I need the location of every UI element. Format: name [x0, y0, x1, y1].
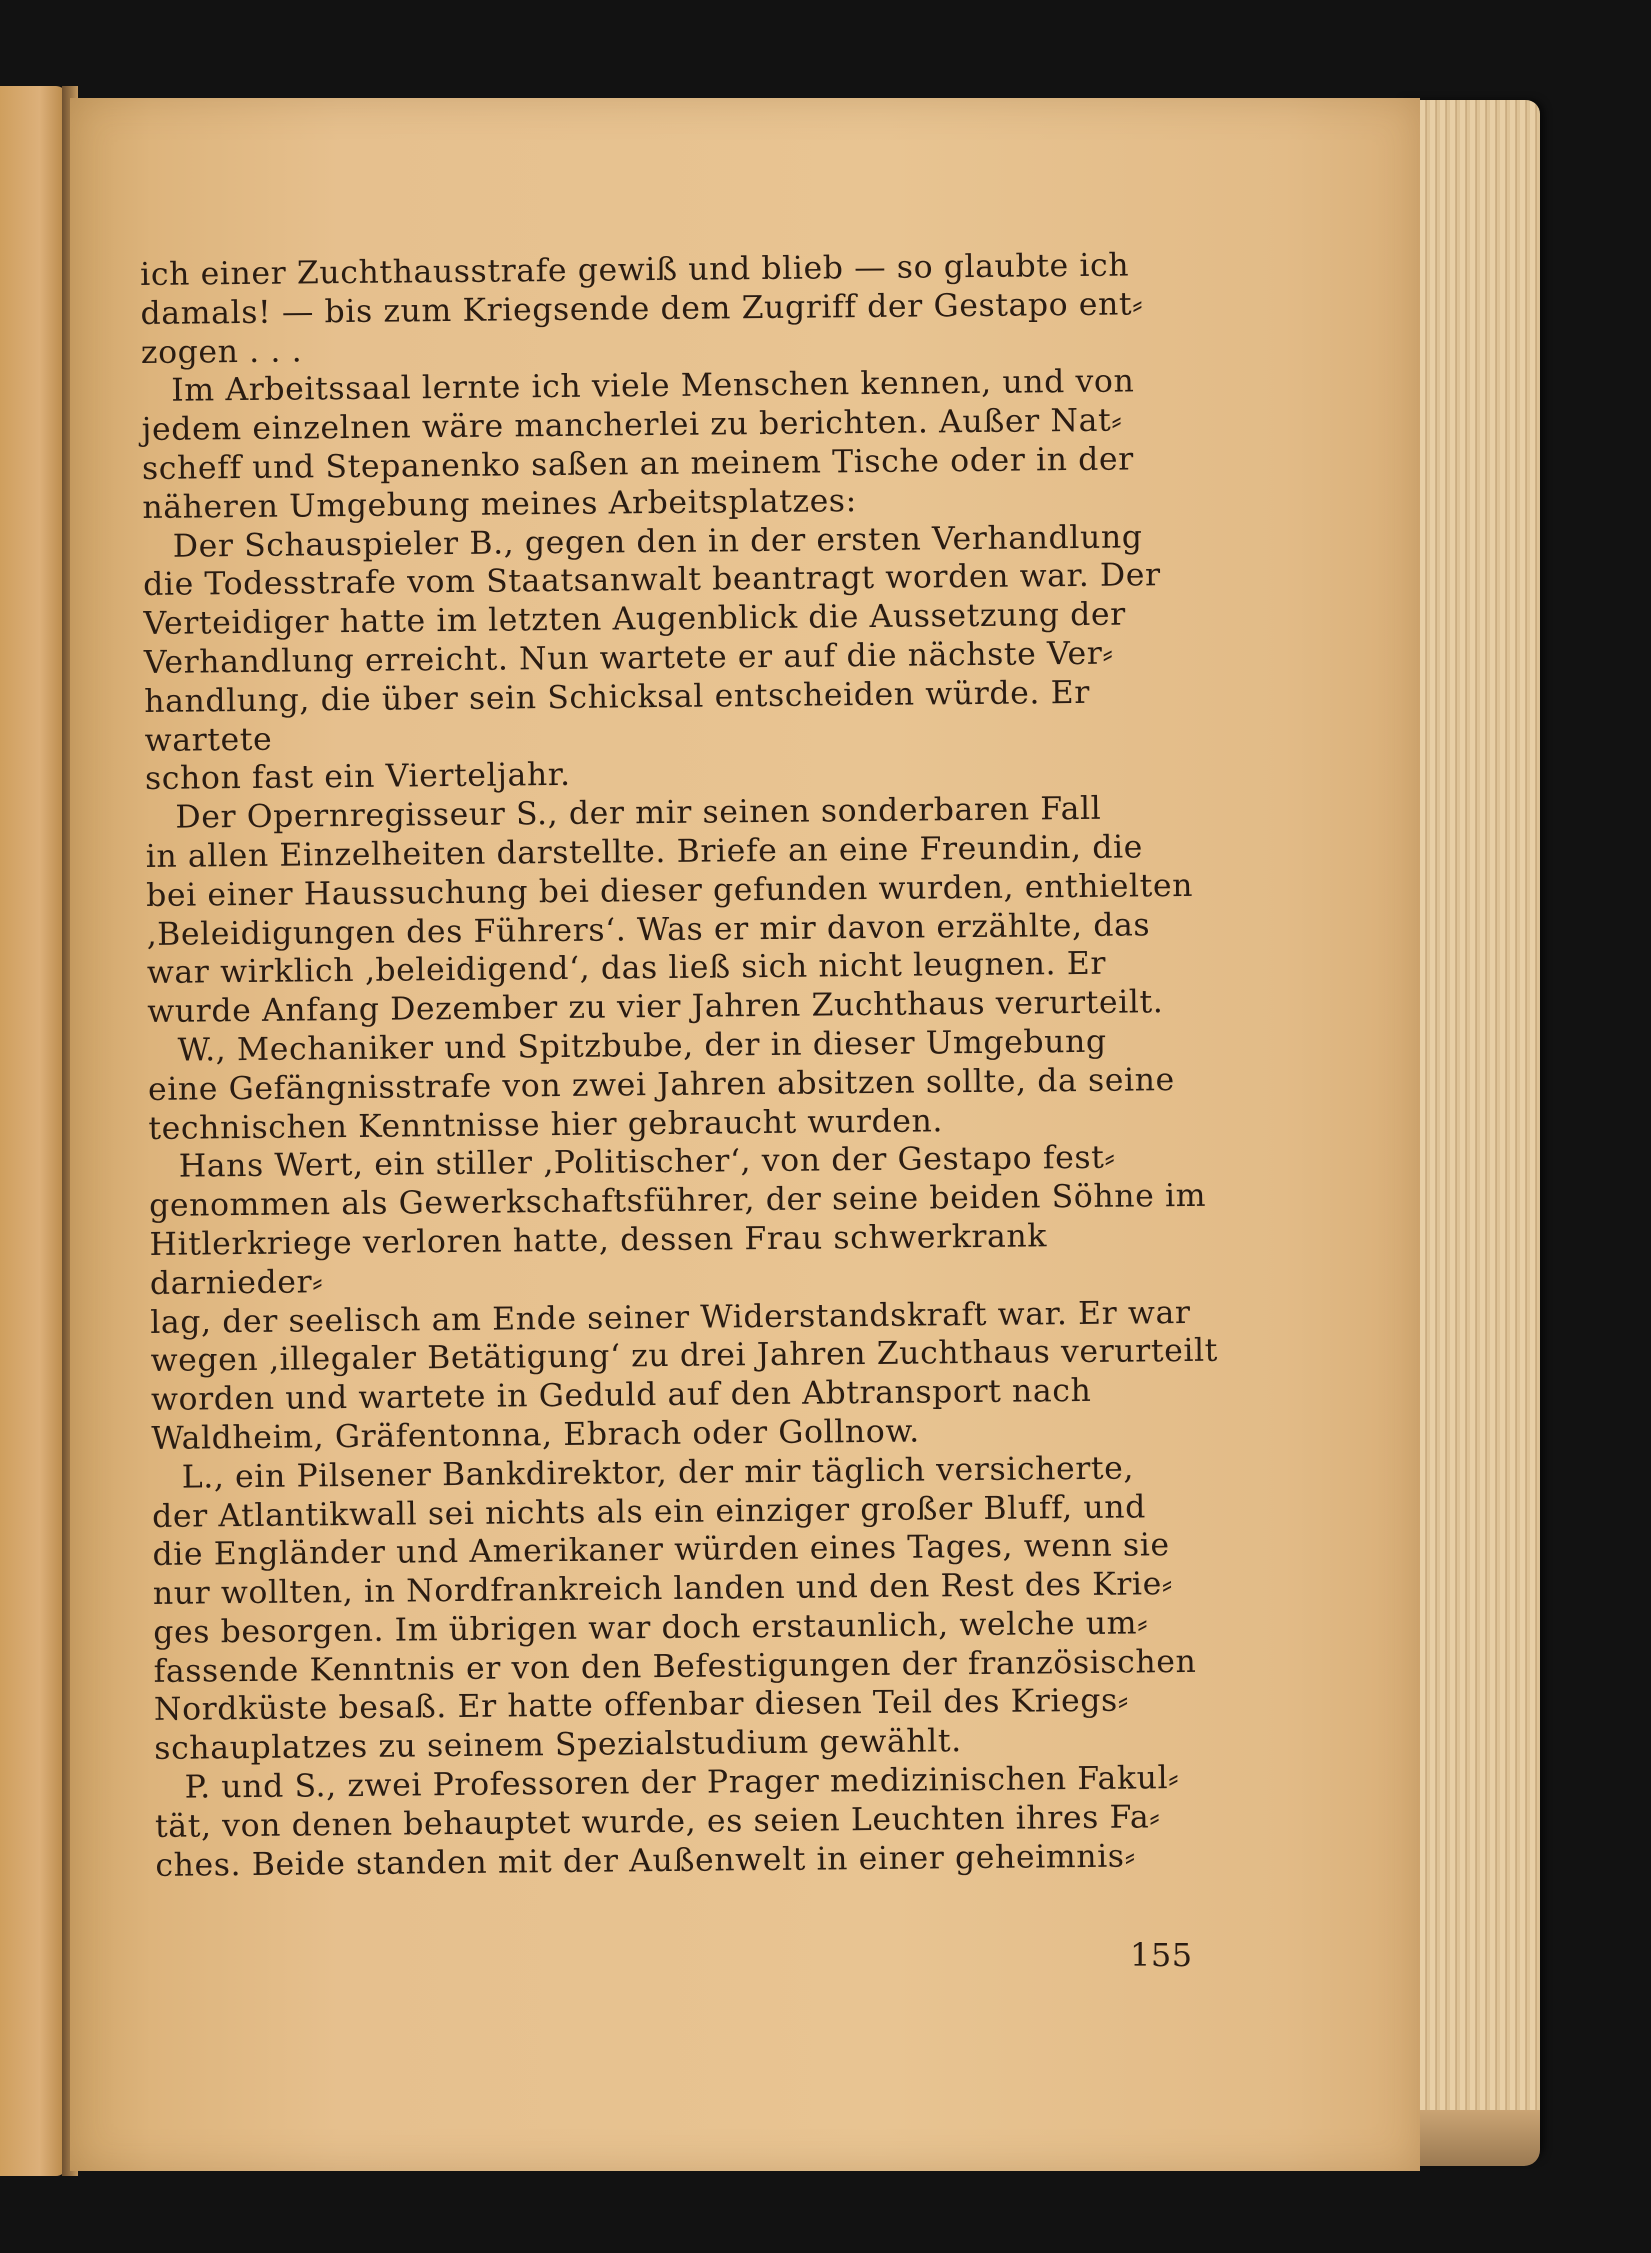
- paragraph-8: P. und S., zwei Professoren der Prager medizinischen Fakul⸗ tät, von denen behauptet wurde, es seien Leuchten ihres Fa⸗ ches. Beide standen mit der Außenwelt in einer geheimnis⸗: [154, 1760, 1180, 1884]
- page-stack-edges: [1400, 100, 1540, 2160]
- paragraph-7: L., ein Pilsener Bankdirektor, der mir täglich versicherte, der Atlantikwall sei nichts als ein einziger großer Bluff, und die Engländer und Amerikaner würden eines Tages, wenn sie nur wollten, in Nordfrankreich landen und den Rest des Krie⸗ ges besorgen. Im übrigen war doch erstaunlich, welche um⸗ fassende Kenntnis er von den Befestigungen der französischen Nordküste besaß. Er hatte offenbar diesen Teil des Kriegs⸗ schauplatzes zu seinem Spezialstudium gewählt.: [151, 1450, 1197, 1768]
- paragraph-4: Der Opernregisseur S., der mir seinen sonderbaren Fall in allen Einzelheiten darstellte. Briefe an eine Freundin, die bei einer Haussuchung bei dieser gefunden wurden, enthielten ‚Beleidigungen des Führers‘. Was er mir davon erzählte, das war wirklich ‚beleidigend‘, das ließ sich nicht leugnen. Er wurde Anfang Dezember zu vier Jahren Zuchthaus verurteilt.: [145, 790, 1194, 1031]
- paragraph-2: Im Arbeitssaal lernte ich viele Menschen kennen, und von jedem einzelnen wäre mancherlei zu berichten. Außer Nat⸗ scheff und Stepanenko saßen an meinem Tische oder in der näheren Umgebung meines Arbeitsplatzes:: [141, 363, 1135, 526]
- page-text: [140, 246, 1226, 1886]
- paragraph-5: W., Mechaniker und Spitzbube, der in dieser Umgebung eine Gefängnisstrafe von zwei Jahren absitzen sollte, da seine technischen Kenntnisse hier gebraucht wurden.: [147, 1023, 1175, 1147]
- paragraph-3: Der Schauspieler B., gegen den in der ersten Verhandlung die Todesstrafe vom Staatsanwalt beantragt worden war. Der Verteidiger hatte im letzten Augenblick die Aussetzung der Verhandlung erreicht. Nun wartete er auf die nächste Ver⸗ handlung, die über sein Schicksal entscheiden würde. Er wartete schon fast ein Vierteljahr.: [142, 518, 1161, 798]
- paragraph-6: Hans Wert, ein stiller ‚Politischer‘, von der Gestapo fest⸗ genommen als Gewerkschaftsführer, der seine beiden Söhne im Hitlerkriege verloren hatte, dessen Frau schwerkrank darnieder⸗ lag, der seelisch am Ende seiner Widerstandskraft war. Er war wegen ‚illegaler Betätigung‘ zu drei Jahren Zuchthaus verurteilt worden und wartete in Geduld auf den Abtransport nach Waldheim, Gräfentonna, Ebrach oder Gollnow.: [148, 1140, 1219, 1457]
- left-page-edge: [0, 86, 66, 2176]
- page-number: 155: [1130, 1936, 1193, 1974]
- paragraph-1: ich einer Zuchthausstrafe gewiß und blieb — so glaubte ich damals! — bis zum Kriegsende dem Zugriff der Gestapo ent⸗ zogen . . .: [140, 247, 1144, 371]
